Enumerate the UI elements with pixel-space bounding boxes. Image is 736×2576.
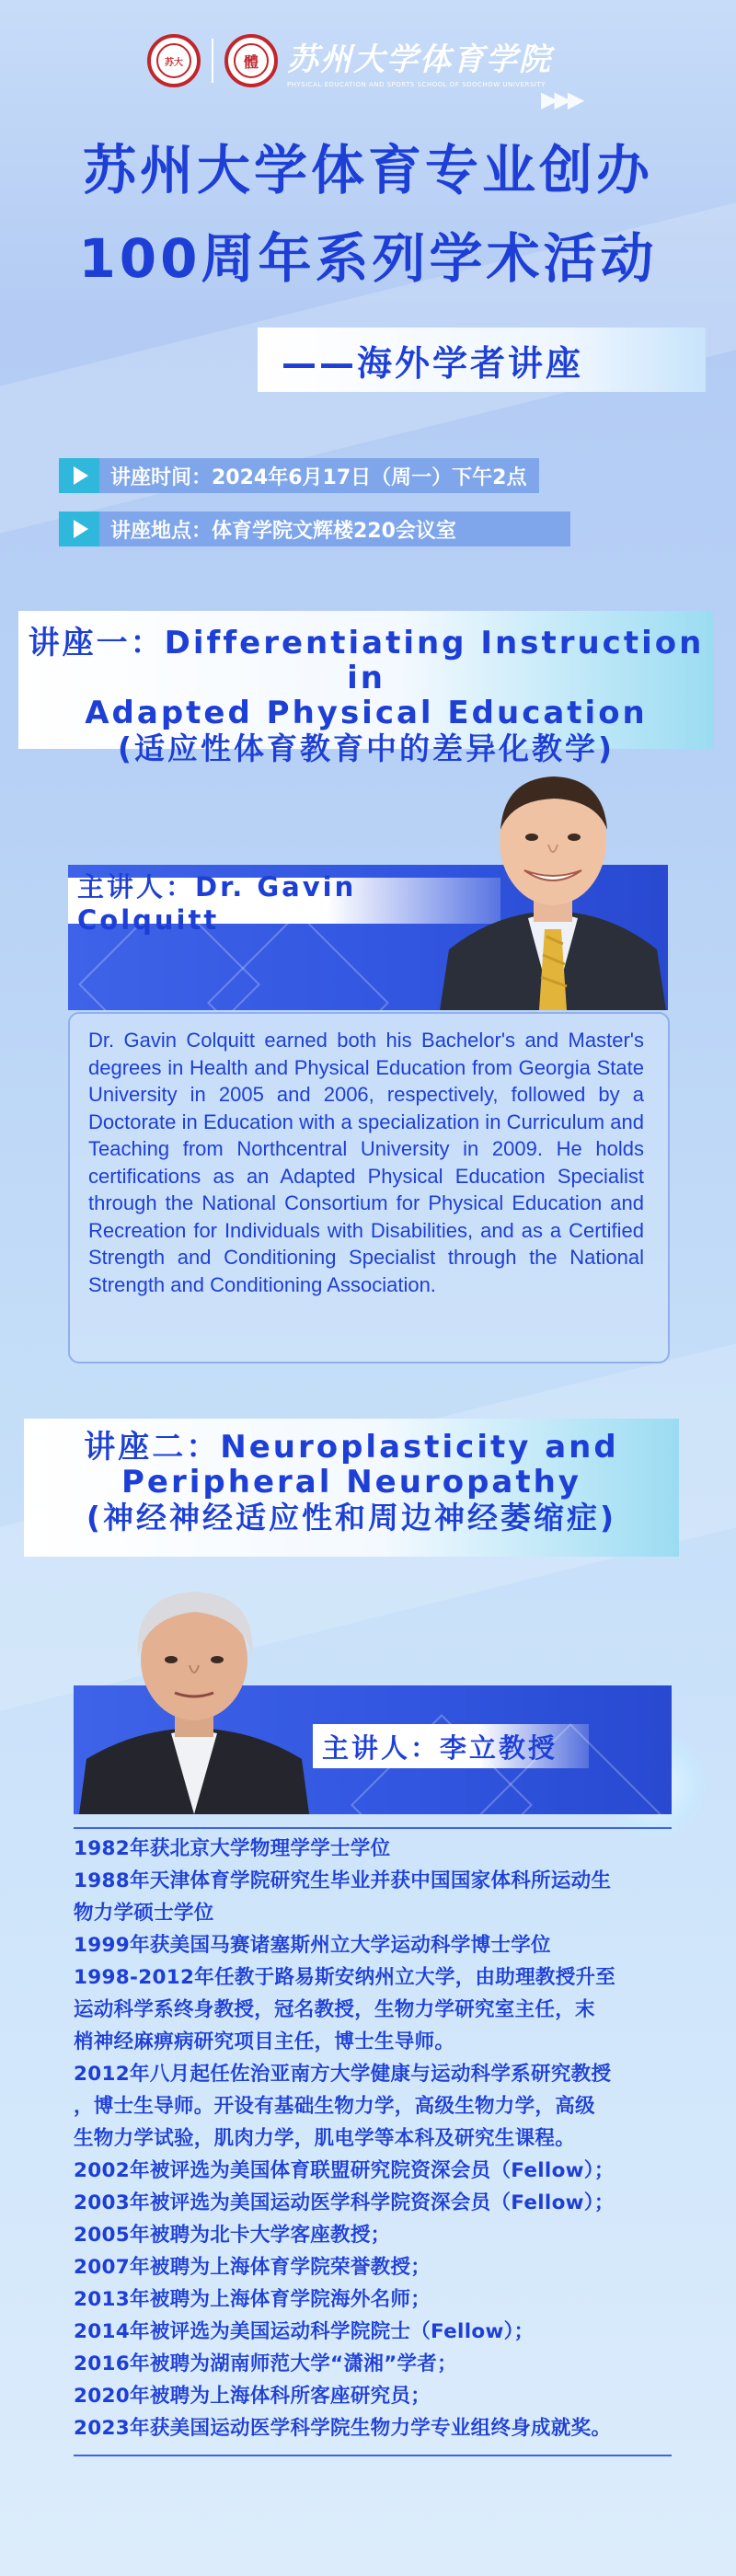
- cv-divider-top: [74, 1827, 672, 1829]
- cv-list-item: 运动科学系终身教授，冠名教授，生物力学研究室主任，末: [74, 1998, 595, 2021]
- play-icon: [59, 512, 99, 546]
- cv-list-item: ，博士生导师。开设有基础生物力学，高级生物力学，高级: [74, 2095, 595, 2118]
- subtitle-banner: [258, 328, 706, 392]
- lecture2-title-box: [24, 1419, 679, 1557]
- arrow-decoration-icon: ▶▶▶: [541, 86, 581, 112]
- lecture2-title-line2: Peripheral Neuropathy: [121, 1464, 581, 1501]
- university-seal-logo: 苏大: [147, 34, 201, 87]
- school-seal-logo: 體: [224, 34, 278, 87]
- cv-list-item: 梢神经麻痹病研究项目主任，博士生导师。: [74, 2030, 455, 2053]
- school-name-logo: [287, 34, 552, 88]
- cv-list-item: 2016年被聘为湖南师范大学“潇湘”学者；: [74, 2352, 457, 2375]
- speaker2-portrait: [79, 1575, 309, 1814]
- cv-list-item: 物力学硕士学位: [74, 1902, 214, 1925]
- cv-list-item: 1982年获北京大学物理学学士学位: [74, 1837, 391, 1860]
- lecture2-speaker-label: 主讲人：李立教授: [313, 1724, 589, 1768]
- cv-list-item: 2005年被聘为北卡大学客座教授；: [74, 2224, 391, 2247]
- cv-list-item: 2020年被聘为上海体科所客座研究员；: [74, 2385, 431, 2408]
- logo-divider: [212, 39, 213, 83]
- cv-divider-bottom: [74, 2455, 672, 2456]
- play-icon: [59, 458, 99, 493]
- cv-list-item: 2014年被评选为美国运动科学院院士（Fellow）；: [74, 2320, 535, 2343]
- lecture1-title-box: [18, 611, 714, 766]
- subtitle-text: ——海外学者讲座: [282, 342, 584, 384]
- cv-list-item: 1998-2012年任教于路易斯安纳州立大学，由助理教授升至: [74, 1966, 616, 1989]
- cv-list-item: 1988年天津体育学院研究生毕业并获中国国家体科所运动生: [74, 1869, 612, 1892]
- speaker1-portrait: [440, 756, 666, 1010]
- speaker2-cv-list: [74, 1833, 681, 2444]
- info-row-location: [59, 512, 570, 546]
- school-name-en: PHYSICAL EDUCATION AND SPORTS SCHOOL OF SOOCHOW UNIVERSITY: [287, 80, 546, 88]
- lecture1-title-line2: Adapted Physical Education: [85, 695, 648, 731]
- school-name-cn: 苏州大学体育学院: [287, 40, 552, 78]
- cv-list-item: 2023年获美国运动医学科学院生物力学专业组终身成就奖。: [74, 2417, 612, 2440]
- info-row-time: [59, 458, 539, 493]
- cv-list-item: 2002年被评选为美国体育联盟研究院资深会员（Fellow）；: [74, 2159, 615, 2182]
- logo-row: [147, 31, 607, 90]
- lecture2-title-line3: (神经神经适应性和周边神经萎缩症): [86, 1500, 617, 1535]
- cv-list-item: 2007年被聘为上海体育学院荣誉教授；: [74, 2256, 431, 2279]
- main-title-line1: 苏州大学体育专业创办: [82, 139, 653, 201]
- cv-list-item: 2013年被聘为上海体育学院海外名师；: [74, 2288, 431, 2311]
- main-title-line2: 100周年系列学术活动: [78, 227, 658, 290]
- lecture1-speaker-label: 主讲人：Dr. Gavin Colquitt: [68, 878, 500, 924]
- speaker1-bio-card: [68, 1012, 670, 1363]
- lecture-location: 讲座地点：体育学院文辉楼220会议室: [99, 512, 570, 546]
- cv-list-item: 2012年八月起任佐治亚南方大学健康与运动科学系研究教授: [74, 2063, 612, 2086]
- lecture1-title-line3: (适应性体育教育中的差异化教学): [117, 730, 615, 766]
- cv-list-item: 2003年被评选为美国运动医学科学院资深会员（Fellow）；: [74, 2191, 615, 2214]
- cv-list-item: 生物力学试验，肌肉力学，肌电学等本科及研究生课程。: [74, 2127, 576, 2150]
- lecture2-title-line1: 讲座二：Neuroplasticity and: [84, 1429, 619, 1466]
- lecture1-title-line1: 讲座一：Differentiating Instruction in: [28, 625, 705, 696]
- speaker1-bio-text: Dr. Gavin Colquitt earned both his Bachelor's and Master's degrees in Health and Physical Education from Georgia State University in 2005 and 2006, respectively, followed by a Doctorate in Education with a specialization in Curriculum and Teaching from Northcentral University in 2009. He holds certifications as an Adapted Physical Education Specialist through the National Consortium for Physical Education and Recreation for Individuals with Disabilities, and as a Certified Strength and Conditioning Specialist through the National Strength and Conditioning Association.: [88, 1029, 644, 1296]
- cv-list-item: 1999年获美国马赛诸塞斯州立大学运动科学博士学位: [74, 1934, 551, 1957]
- lecture-time: 讲座时间：2024年6月17日（周一）下午2点: [99, 458, 539, 493]
